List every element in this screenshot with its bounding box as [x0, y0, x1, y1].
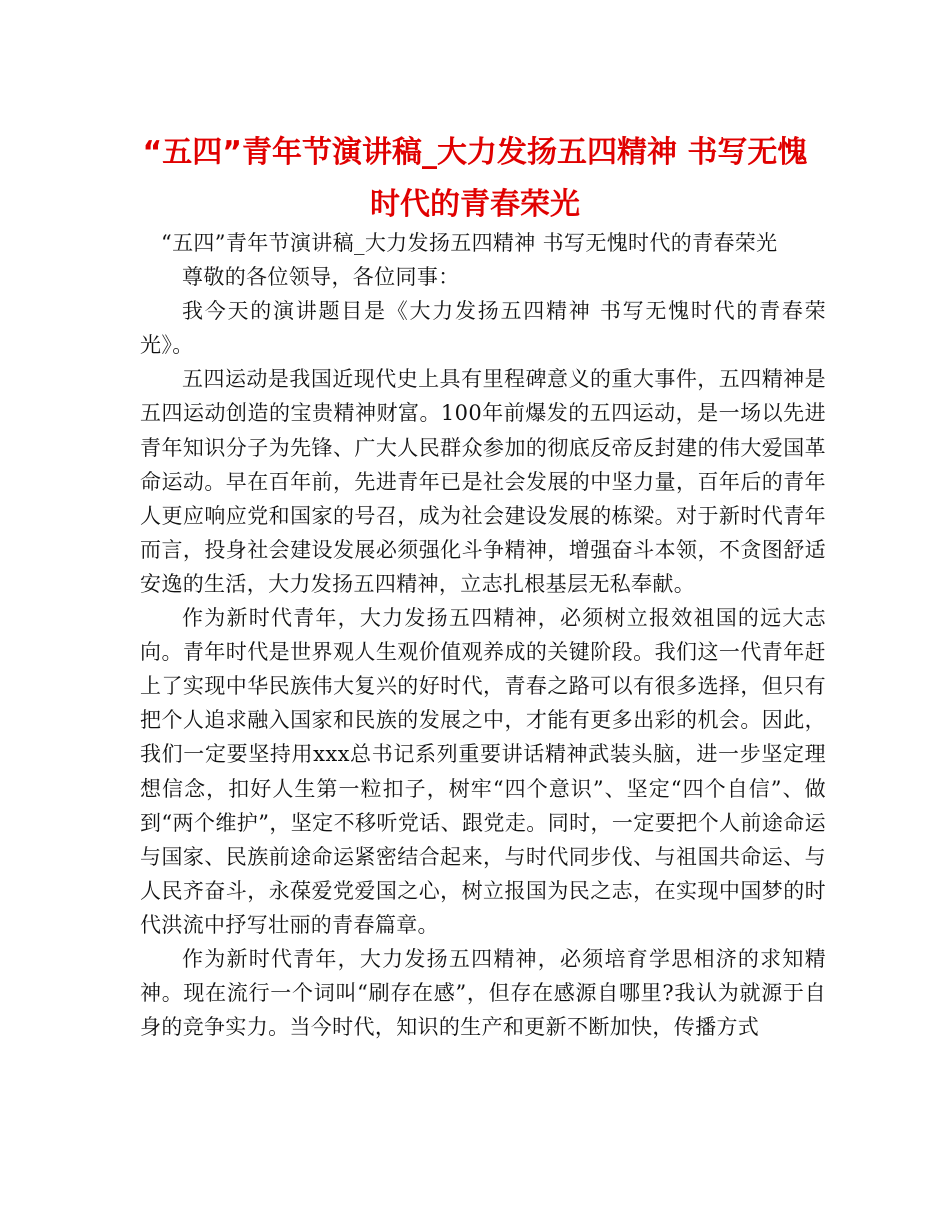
paragraph-heading-repeat: “五四”青年节演讲稿_大力发扬五四精神 书写无愧时代的青春荣光 [161, 231, 778, 255]
paragraph-learning: 作为新时代青年，大力发扬五四精神，必须培育学思相济的求知精神。现在流行一个词叫“刷存在感”，但存在感源自哪里?我认为就源于自身的竞争实力。当今时代，知识的生产和更新不断加快，传播方式 [140, 946, 826, 1040]
document-title: “五四”青年节演讲稿_大力发扬五四精神 书写无愧时代的青春荣光 [142, 135, 808, 222]
paragraph-topic: 我今天的演讲题目是《大力发扬五四精神 书写无愧时代的青春荣光》。 [140, 299, 826, 358]
paragraph-salutation: 尊敬的各位领导，各位同事： [182, 265, 460, 290]
paragraph-may-fourth-movement: 五四运动是我国近现代史上具有里程碑意义的重大事件，五四精神是五四运动创造的宝贵精神财富。100年前爆发的五四运动，是一场以先进青年知识分子为先锋、广大人民群众参加的彻底反帝反封建的伟大爱国革命运动。早在百年前，先进青年已是社会发展的中坚力量，百年后的青年人更应响应党和国家的号召，成为社会建设发展的栋梁。对于新时代青年而言，投身社会建设发展必须强化斗争精神，增强奋斗本领，不贪图舒适安逸的生活，大力发扬五四精神，立志扎根基层无私奉献。 [140, 367, 826, 596]
document-body [140, 226, 826, 1044]
paragraph-ambition: 作为新时代青年，大力发扬五四精神，必须树立报效祖国的远大志向。青年时代是世界观人生观价值观养成的关键阶段。我们这一代青年赶上了实现中华民族伟大复兴的好时代，青春之路可以有很多选择，但只有把个人追求融入国家和民族的发展之中，才能有更多出彩的机会。因此，我们一定要坚持用xxx总书记系列重要讲话精神武装头脑，进一步坚定理想信念，扣好人生第一粒扣子，树牢“四个意识”、坚定“四个自信”、做到“两个维护”，坚定不移听党话、跟党走。同时，一定要把个人前途命运与国家、民族前途命运紧密结合起来，与时代同步伐、与祖国共命运、与人民齐奋斗，永葆爱党爱国之心，树立报国为民之志，在实现中国梦的时代洪流中抒写壮丽的青春篇章。 [140, 606, 826, 937]
